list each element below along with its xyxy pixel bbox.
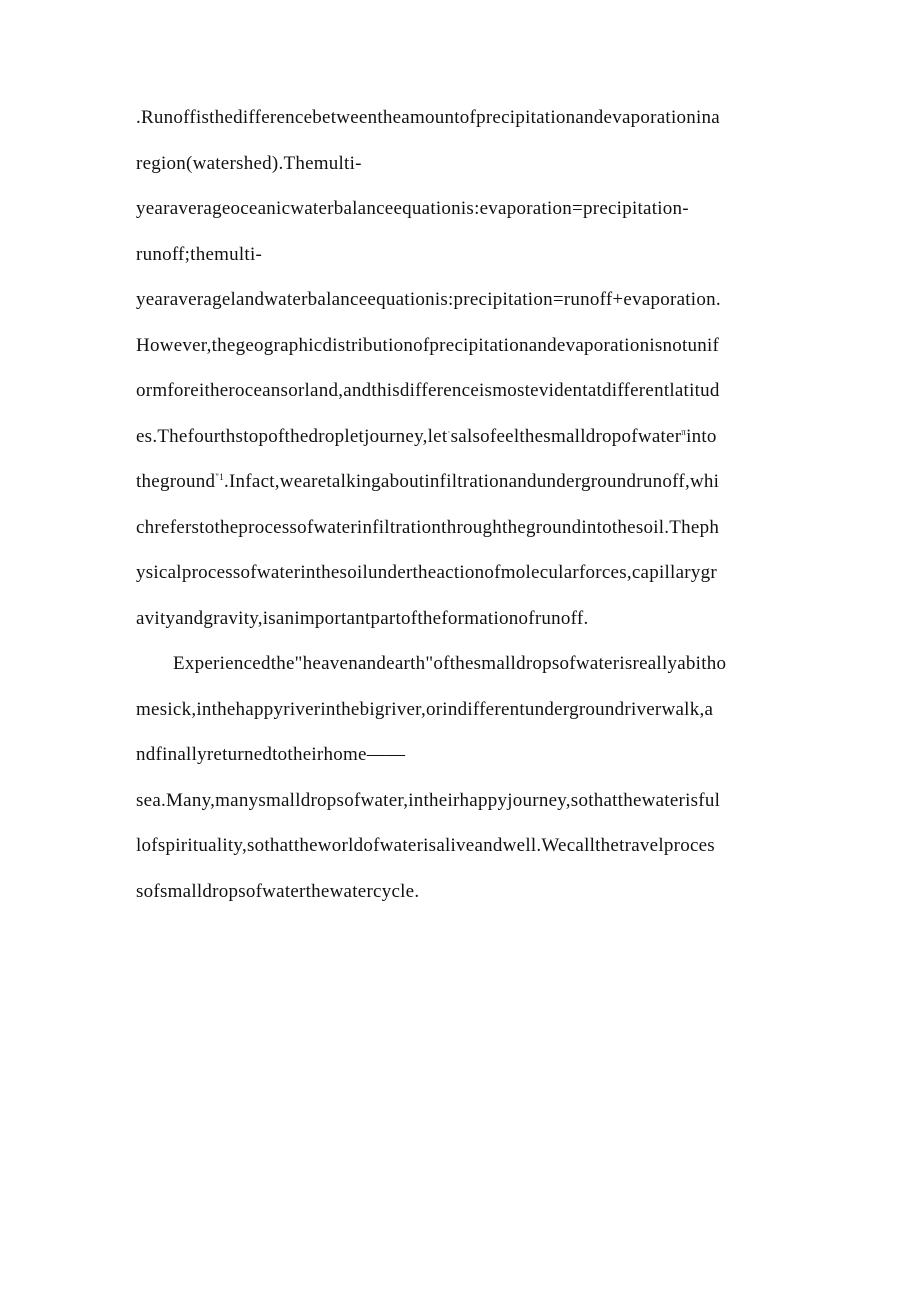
text-line: However,thegeographicdistributionofprecipitationandevaporationisnotunif — [136, 334, 720, 356]
text-line: mesick,inthehappyriverinthebigriver,orindifferentundergroundriverwalk,a — [136, 698, 714, 720]
text-line: ysicalprocessofwaterinthesoilundertheactionofmolecularforces,capillarygr — [136, 562, 717, 583]
text-span: es.Thefourthstopofthedropletjourney,let — [136, 425, 448, 447]
paragraph-runoff — [136, 95, 786, 641]
text-line: region(watershed).Themulti- — [136, 152, 362, 174]
superscript-mark: π — [681, 426, 687, 437]
text-line — [136, 414, 786, 460]
text-span: into — [686, 425, 717, 447]
text-line: ormforeitheroceansorland,andthisdifferenceismostevidentatdifferentlatitud — [136, 380, 720, 401]
text-line: .Runoffisthedifferencebetweentheamountofprecipitationandevaporationina — [136, 107, 720, 128]
superscript-mark: · — [447, 426, 451, 437]
text-line: chreferstotheprocessofwaterinfiltrationthroughthegroundintothesoil.Theph — [136, 516, 720, 538]
text-line: lofspirituality,sothattheworldofwaterisaliveandwell.Wecallthetravelproces — [136, 835, 715, 856]
superscript-mark: "1 — [215, 472, 224, 482]
text-line: runoff;themulti- — [136, 243, 263, 265]
text-line: sofsmalldropsofwaterthewatercycle. — [136, 880, 420, 902]
text-line: Experiencedthe"heavenandearth"ofthesmalldropsofwaterisreallyabitho — [173, 653, 727, 674]
body-text — [136, 95, 786, 914]
text-line: yearaveragelandwaterbalanceequationis:precipitation=runoff+evaporation. — [136, 289, 721, 310]
text-span: theground — [136, 471, 216, 492]
text-line: ndfinallyreturnedtotheirhome—— — [136, 744, 406, 765]
text-line: yearaverageoceanicwaterbalanceequationis:evaporation=precipitation- — [136, 198, 689, 219]
text-line: avityandgravity,isanimportantpartoftheformationofrunoff. — [136, 607, 589, 629]
text-line: sea.Many,manysmalldropsofwater,intheirhappyjourney,sothatthewaterisful — [136, 789, 721, 811]
text-span: .Infact,wearetalkingaboutinfiltrationandundergroundrunoff,whi — [223, 471, 720, 492]
text-line — [136, 459, 786, 505]
text-span: salsofeelthesmalldropofwater — [450, 425, 682, 447]
paragraph-water-cycle — [136, 641, 786, 914]
